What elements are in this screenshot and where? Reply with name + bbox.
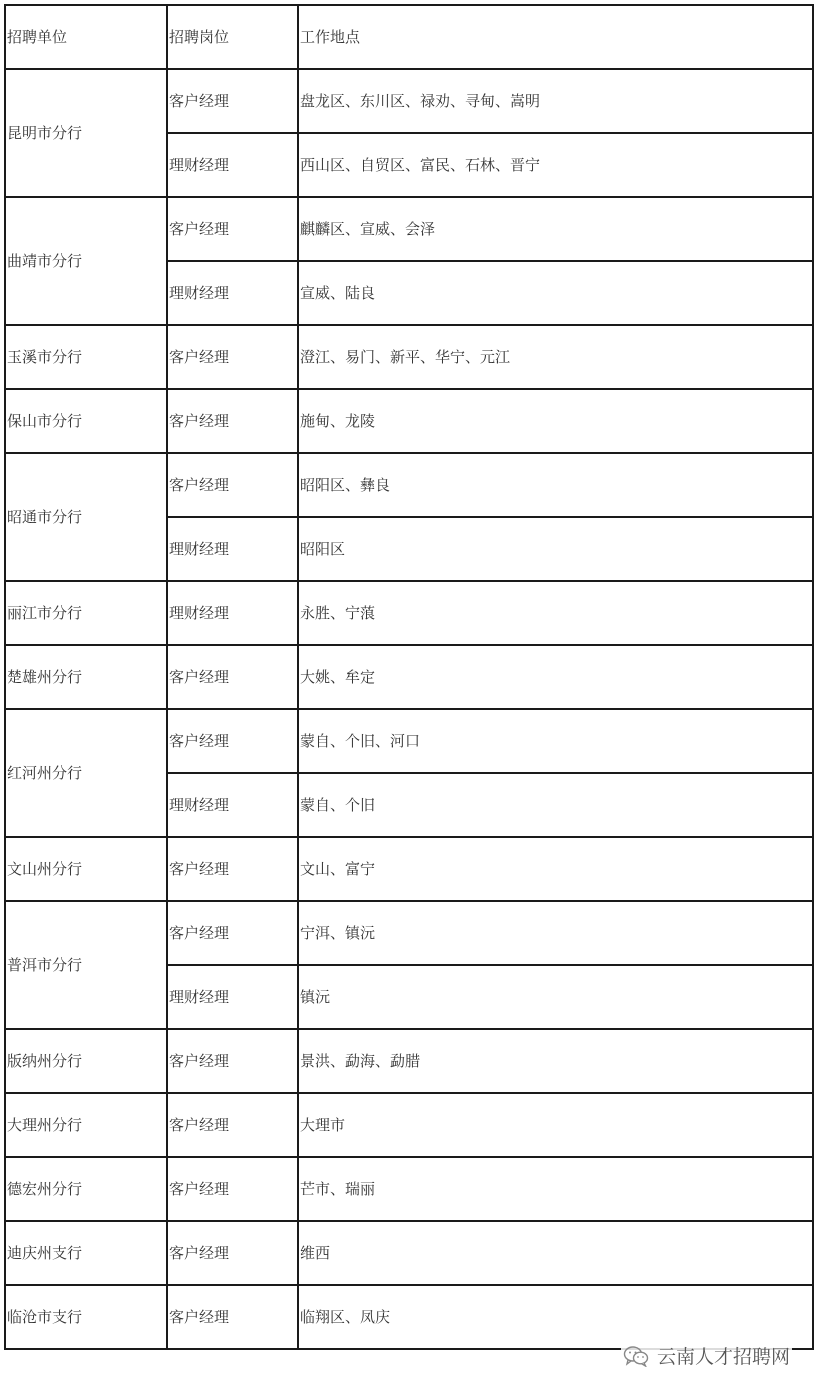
- cell-location: 蒙自、个旧、河口: [298, 709, 813, 773]
- cell-position: 客户经理: [167, 1157, 298, 1221]
- cell-location: 澄江、易门、新平、华宁、元江: [298, 325, 813, 389]
- cell-position: 客户经理: [167, 645, 298, 709]
- cell-position: 客户经理: [167, 197, 298, 261]
- table-body: [5, 5, 813, 1349]
- cell-location: 宣威、陆良: [298, 261, 813, 325]
- cell-location: 宁洱、镇沅: [298, 901, 813, 965]
- recruitment-table: [4, 4, 814, 1350]
- table-row: [5, 1285, 813, 1349]
- cell-position: 客户经理: [167, 1285, 298, 1349]
- cell-location: 昭阳区、彝良: [298, 453, 813, 517]
- table-row: [5, 709, 813, 773]
- cell-position: 客户经理: [167, 709, 298, 773]
- cell-position: 理财经理: [167, 965, 298, 1029]
- cell-position: 客户经理: [167, 837, 298, 901]
- cell-position: 客户经理: [167, 325, 298, 389]
- cell-unit: 楚雄州分行: [5, 645, 167, 709]
- cell-unit: 文山州分行: [5, 837, 167, 901]
- cell-position: 客户经理: [167, 1093, 298, 1157]
- cell-position: 客户经理: [167, 1029, 298, 1093]
- table-row: [5, 1093, 813, 1157]
- header-location: 工作地点: [298, 5, 813, 69]
- cell-unit: 玉溪市分行: [5, 325, 167, 389]
- table-row: [5, 645, 813, 709]
- cell-position: 理财经理: [167, 581, 298, 645]
- cell-unit: 普洱市分行: [5, 901, 167, 1029]
- cell-position: 理财经理: [167, 133, 298, 197]
- cell-location: 大理市: [298, 1093, 813, 1157]
- cell-unit: 临沧市支行: [5, 1285, 167, 1349]
- table-row: [5, 69, 813, 133]
- cell-position: 理财经理: [167, 517, 298, 581]
- table-row: [5, 197, 813, 261]
- cell-location: 盘龙区、东川区、禄劝、寻甸、嵩明: [298, 69, 813, 133]
- cell-unit: 版纳州分行: [5, 1029, 167, 1093]
- cell-location: 大姚、牟定: [298, 645, 813, 709]
- cell-unit: 德宏州分行: [5, 1157, 167, 1221]
- header-position: 招聘岗位: [167, 5, 298, 69]
- header-unit: 招聘单位: [5, 5, 167, 69]
- table-row: [5, 837, 813, 901]
- cell-location: 芒市、瑞丽: [298, 1157, 813, 1221]
- cell-unit: 保山市分行: [5, 389, 167, 453]
- table-row: [5, 581, 813, 645]
- watermark-text: 云南人才招聘网: [656, 1346, 790, 1368]
- cell-position: 客户经理: [167, 901, 298, 965]
- cell-position: 理财经理: [167, 773, 298, 837]
- cell-location: 临翔区、凤庆: [298, 1285, 813, 1349]
- cell-position: 客户经理: [167, 69, 298, 133]
- cell-location: 镇沅: [298, 965, 813, 1029]
- cell-location: 西山区、自贸区、富民、石林、晋宁: [298, 133, 813, 197]
- cell-unit: 曲靖市分行: [5, 197, 167, 325]
- cell-unit: 大理州分行: [5, 1093, 167, 1157]
- cell-unit: 昆明市分行: [5, 69, 167, 197]
- table-row: [5, 453, 813, 517]
- cell-location: 蒙自、个旧: [298, 773, 813, 837]
- cell-location: 昭阳区: [298, 517, 813, 581]
- cell-unit: 红河州分行: [5, 709, 167, 837]
- cell-location: 文山、富宁: [298, 837, 813, 901]
- table-row: [5, 1221, 813, 1285]
- cell-location: 麒麟区、宣威、会泽: [298, 197, 813, 261]
- table-row: [5, 1157, 813, 1221]
- cell-position: 客户经理: [167, 389, 298, 453]
- cell-unit: 迪庆州支行: [5, 1221, 167, 1285]
- wechat-icon: [623, 1345, 649, 1367]
- cell-location: 维西: [298, 1221, 813, 1285]
- header-row: [5, 5, 813, 69]
- cell-unit: 昭通市分行: [5, 453, 167, 581]
- cell-location: 施甸、龙陵: [298, 389, 813, 453]
- cell-position: 理财经理: [167, 261, 298, 325]
- cell-unit: 丽江市分行: [5, 581, 167, 645]
- watermark: [621, 1342, 792, 1369]
- table-row: [5, 389, 813, 453]
- cell-location: 景洪、勐海、勐腊: [298, 1029, 813, 1093]
- table-row: [5, 325, 813, 389]
- cell-position: 客户经理: [167, 1221, 298, 1285]
- cell-location: 永胜、宁蒗: [298, 581, 813, 645]
- table-row: [5, 901, 813, 965]
- cell-position: 客户经理: [167, 453, 298, 517]
- table-row: [5, 1029, 813, 1093]
